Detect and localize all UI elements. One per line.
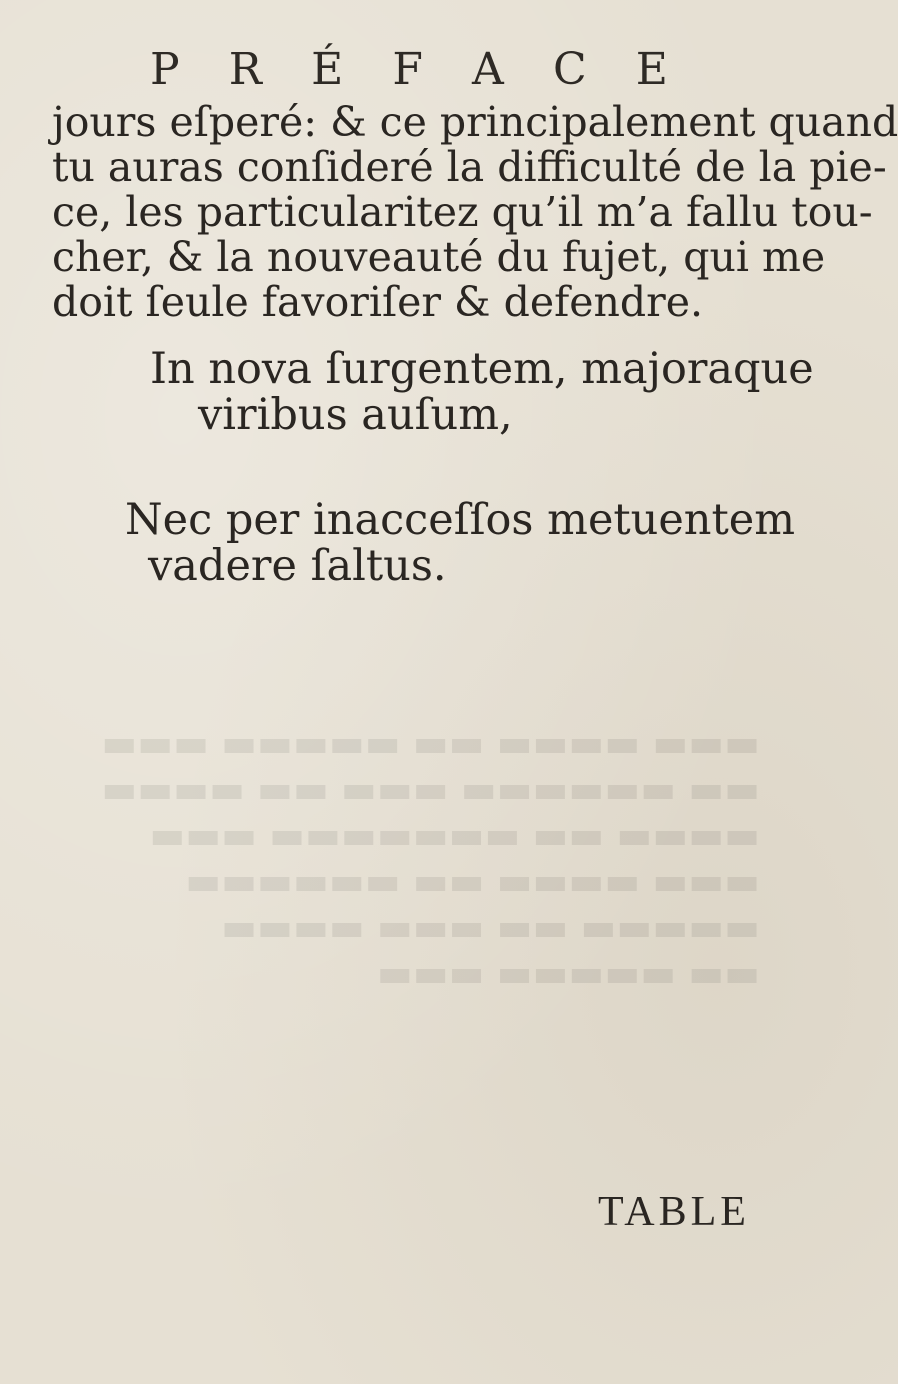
prose-paragraph bbox=[52, 98, 898, 326]
running-head-letter: A bbox=[472, 44, 506, 95]
running-head-letter: C bbox=[552, 44, 589, 95]
verse-line: viribus auſum, bbox=[198, 390, 513, 440]
verse-line: vadere ſaltus. bbox=[148, 541, 447, 591]
prose-line: tu auras conſideré la difficulté de la pie- bbox=[52, 143, 887, 191]
running-head-letter: É bbox=[311, 44, 346, 95]
show-through-texture: ▬▬▬ ▬▬▬▬ ▬▬ ▬▬▬▬▬ ▬▬▬ ▬▬ ▬▬▬▬▬▬ ▬▬▬ ▬▬ ▬▬▬▬ ▬▬▬▬ ▬▬ ▬▬▬▬▬▬▬ ▬▬▬ ▬▬▬ ▬▬▬▬ ▬▬ ▬▬▬▬▬▬ ▬▬▬▬▬ ▬▬ ▬▬▬ ▬▬▬▬ ▬▬ ▬▬▬▬▬ ▬▬▬ bbox=[101, 721, 760, 995]
catchword: TABLE bbox=[598, 1189, 750, 1235]
verse-line: Nec per inacceſſos metuentem bbox=[125, 495, 796, 545]
running-head-letter: R bbox=[228, 44, 264, 95]
running-head bbox=[150, 44, 670, 95]
prose-line: doit ſeule favoriſer & defendre. bbox=[52, 278, 704, 326]
prose-line: ce, les particularitez qu’il m’a fallu tou- bbox=[52, 188, 873, 236]
running-head-letter: E bbox=[635, 44, 670, 95]
prose-line: jours eſperé: & ce principalement quand bbox=[52, 98, 898, 146]
prose-line: cher, & la nouveauté du fujet, qui me bbox=[52, 233, 826, 281]
verse-line: In nova ſurgentem, majoraque bbox=[150, 344, 814, 394]
running-head-letter: P bbox=[150, 44, 182, 95]
running-head-letter: F bbox=[392, 44, 425, 95]
